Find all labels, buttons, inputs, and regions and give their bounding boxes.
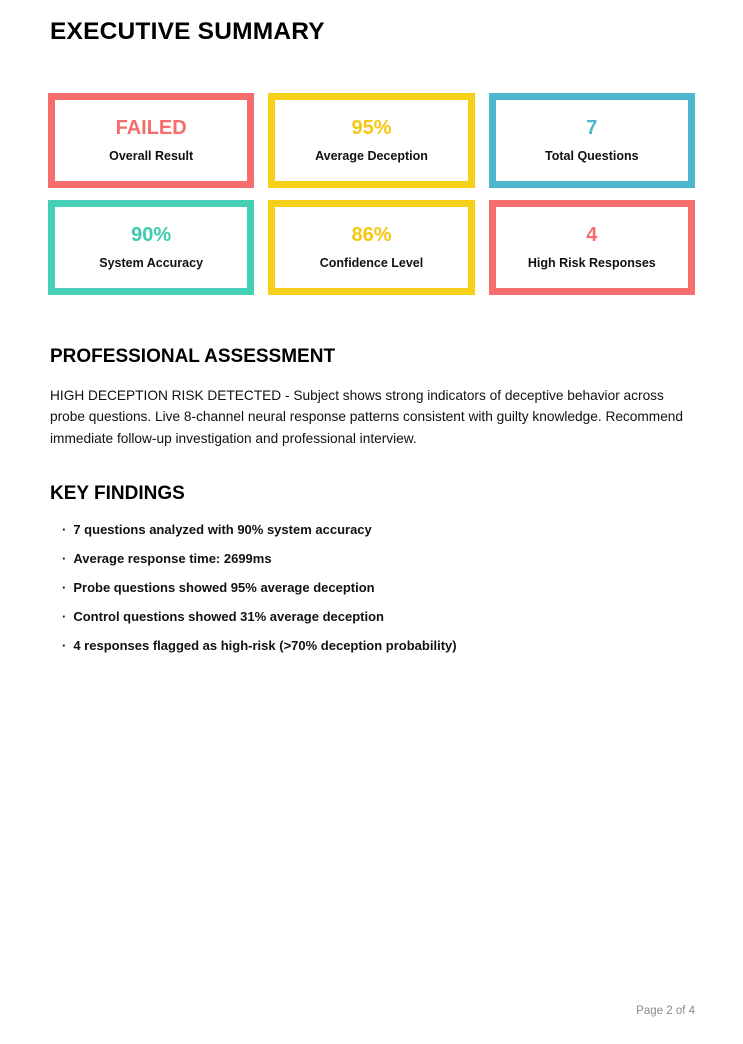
metric-label: High Risk Responses <box>527 256 656 271</box>
metric-value: 86% <box>351 224 392 247</box>
metric-value: 95% <box>351 117 392 140</box>
professional-assessment-section <box>48 346 695 449</box>
finding-item <box>62 580 695 595</box>
metric-card <box>268 93 474 188</box>
finding-text: Probe questions showed 95% average deception <box>73 580 375 596</box>
metric-card <box>489 200 695 295</box>
metric-label: System Accuracy <box>99 256 204 271</box>
metric-card <box>489 93 695 188</box>
metric-value: 90% <box>131 224 172 247</box>
page-title: EXECUTIVE SUMMARY <box>50 18 325 45</box>
professional-assessment-heading: PROFESSIONAL ASSESSMENT <box>50 345 336 367</box>
finding-text: 4 responses flagged as high-risk (>70% deception probability) <box>73 638 457 654</box>
finding-item <box>62 522 695 537</box>
metric-value: 4 <box>586 224 598 247</box>
metrics-grid <box>48 93 695 295</box>
metric-label: Average Deception <box>315 149 428 164</box>
bullet-dot-icon: · <box>62 551 67 567</box>
page-number: Page 2 of 4 <box>636 1005 695 1017</box>
finding-item <box>62 551 695 566</box>
key-findings-list <box>62 522 695 653</box>
metric-card <box>48 200 254 295</box>
metric-label: Total Questions <box>545 149 639 164</box>
bullet-dot-icon: · <box>62 638 67 654</box>
finding-text: Control questions showed 31% average deception <box>73 609 384 625</box>
key-findings-heading: KEY FINDINGS <box>50 483 185 505</box>
finding-text: Average response time: 2699ms <box>73 551 272 567</box>
metric-value: FAILED <box>115 117 187 140</box>
finding-item <box>62 609 695 624</box>
metric-value: 7 <box>586 117 598 140</box>
metric-label: Confidence Level <box>319 256 424 271</box>
bullet-dot-icon: · <box>62 580 67 596</box>
finding-item <box>62 638 695 653</box>
bullet-dot-icon: · <box>62 609 67 625</box>
metric-card <box>48 93 254 188</box>
bullet-dot-icon: · <box>62 522 67 538</box>
professional-assessment-text: HIGH DECEPTION RISK DETECTED - Subject shows strong indicators of deceptive behavior across probe questions. Live 8-channel neural response patterns consistent with guilty knowledge. Recommend immediate follow-up investigation and professional interview. <box>50 387 684 446</box>
metric-label: Overall Result <box>109 149 194 164</box>
finding-text: 7 questions analyzed with 90% system accuracy <box>73 522 372 538</box>
metric-card <box>268 200 474 295</box>
key-findings-section <box>48 483 695 653</box>
